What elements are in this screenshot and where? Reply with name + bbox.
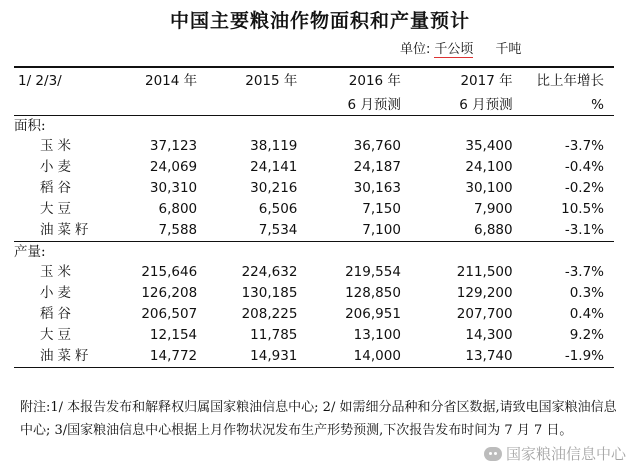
table-row: [14, 157, 614, 178]
crop-name: 稻谷: [40, 306, 75, 322]
value-cell: 6,506: [258, 201, 298, 217]
header-sub-2017: 6 月预测: [411, 95, 523, 116]
page-title: 中国主要粮油作物面积和产量预计: [169, 10, 470, 32]
watermark-text: 国家粮油信息中心: [505, 445, 626, 463]
unit-line: [400, 38, 521, 57]
crop-name: 小麦: [40, 285, 75, 301]
change-cell: 10.5%: [561, 201, 604, 217]
table-row: [14, 325, 614, 346]
table-row: [14, 262, 614, 283]
value-cell: 14,772: [115, 346, 207, 368]
header-year-2014: 2014 年: [115, 67, 207, 95]
table-row: [14, 346, 614, 368]
value-cell: 128,850: [345, 285, 401, 301]
table-row: [14, 220, 614, 242]
change-cell: -0.2%: [564, 180, 604, 196]
change-cell: -3.7%: [564, 138, 604, 154]
change-cell: -3.1%: [564, 222, 604, 238]
header-sub-2015: [207, 95, 307, 116]
unit-weight: 千吨: [495, 42, 522, 57]
value-cell: 130,185: [241, 285, 298, 301]
crop-name: 玉米: [40, 264, 75, 280]
header-sub-change: %: [523, 95, 614, 116]
value-cell: 36,760: [353, 138, 401, 154]
header-sub-2016: 6 月预测: [307, 95, 411, 116]
value-cell: 24,187: [353, 159, 401, 175]
value-cell: 208,225: [241, 306, 298, 322]
header-sub-2014: [115, 95, 207, 116]
value-cell: 7,588: [158, 222, 198, 238]
header-year-2015: 2015 年: [207, 67, 307, 95]
value-cell: 38,119: [250, 138, 298, 154]
value-cell: 13,100: [353, 327, 401, 343]
value-cell: 24,069: [149, 159, 198, 175]
header-year-2017: 2017 年: [411, 67, 523, 95]
value-cell: 14,000: [307, 346, 411, 368]
value-cell: 37,123: [149, 138, 198, 154]
crop-name: 油菜籽: [14, 346, 115, 368]
section-area-label: 面积:: [14, 118, 46, 134]
value-cell: 7,534: [258, 222, 298, 238]
change-cell: -0.4%: [564, 159, 604, 175]
change-cell: -1.9%: [523, 346, 614, 368]
value-cell: 6,880: [473, 222, 513, 238]
watermark: [484, 443, 626, 464]
change-cell: -3.7%: [564, 264, 604, 280]
unit-area: 千公顷: [434, 42, 474, 57]
table-row: [14, 199, 614, 220]
unit-label: 单位:: [400, 42, 431, 57]
value-cell: 14,931: [207, 346, 307, 368]
value-cell: 11,785: [250, 327, 298, 343]
crop-name: 大豆: [40, 201, 75, 217]
value-cell: 6,800: [158, 201, 198, 217]
value-cell: 7,100: [362, 222, 401, 238]
value-cell: 206,951: [345, 306, 401, 322]
value-cell: 219,554: [345, 264, 401, 280]
table-row: [14, 178, 614, 199]
header-year-2016: 2016 年: [307, 67, 411, 95]
section-production-label: 产量:: [14, 242, 614, 263]
crop-name: 小麦: [40, 159, 75, 175]
value-cell: 215,646: [141, 264, 198, 280]
value-cell: 126,208: [141, 285, 198, 301]
table-row: [14, 304, 614, 325]
value-cell: 211,500: [456, 264, 513, 280]
header-change: 比上年增长: [523, 67, 614, 95]
value-cell: 30,310: [149, 180, 198, 196]
value-cell: 12,154: [149, 327, 198, 343]
value-cell: 30,163: [353, 180, 401, 196]
header-blank: [14, 95, 115, 116]
value-cell: 207,700: [456, 306, 513, 322]
table-row: [14, 283, 614, 304]
header-col0: 1/ 2/3/: [14, 67, 115, 95]
crop-name: 大豆: [40, 327, 75, 343]
crop-name: 玉米: [40, 138, 75, 154]
change-cell: 0.3%: [569, 285, 604, 301]
value-cell: 13,740: [411, 346, 523, 368]
wechat-icon: [484, 447, 502, 461]
value-cell: 30,100: [465, 180, 513, 196]
crop-name: 稻谷: [40, 180, 75, 196]
forecast-table: [14, 66, 614, 368]
crop-name: 油菜籽: [40, 222, 93, 238]
value-cell: 129,200: [456, 285, 513, 301]
value-cell: 35,400: [465, 138, 513, 154]
value-cell: 224,632: [241, 264, 298, 280]
footnote: 附注:1/ 本报告发布和解释权归属国家粮油信息中心; 2/ 如需细分品种和分省区数据,请致电国家粮油信息中心; 3/国家粮油信息中心根据上月作物状况发布生产形势预测,下次报告发布时间为 7 月 7 日。: [20, 400, 617, 438]
value-cell: 24,100: [465, 159, 513, 175]
value-cell: 24,141: [250, 159, 298, 175]
value-cell: 206,507: [141, 306, 198, 322]
value-cell: 14,300: [465, 327, 513, 343]
change-cell: 9.2%: [569, 327, 604, 343]
value-cell: 30,216: [250, 180, 298, 196]
value-cell: 7,900: [473, 201, 513, 217]
value-cell: 7,150: [362, 201, 401, 217]
table-row: [14, 136, 614, 157]
change-cell: 0.4%: [569, 306, 604, 322]
